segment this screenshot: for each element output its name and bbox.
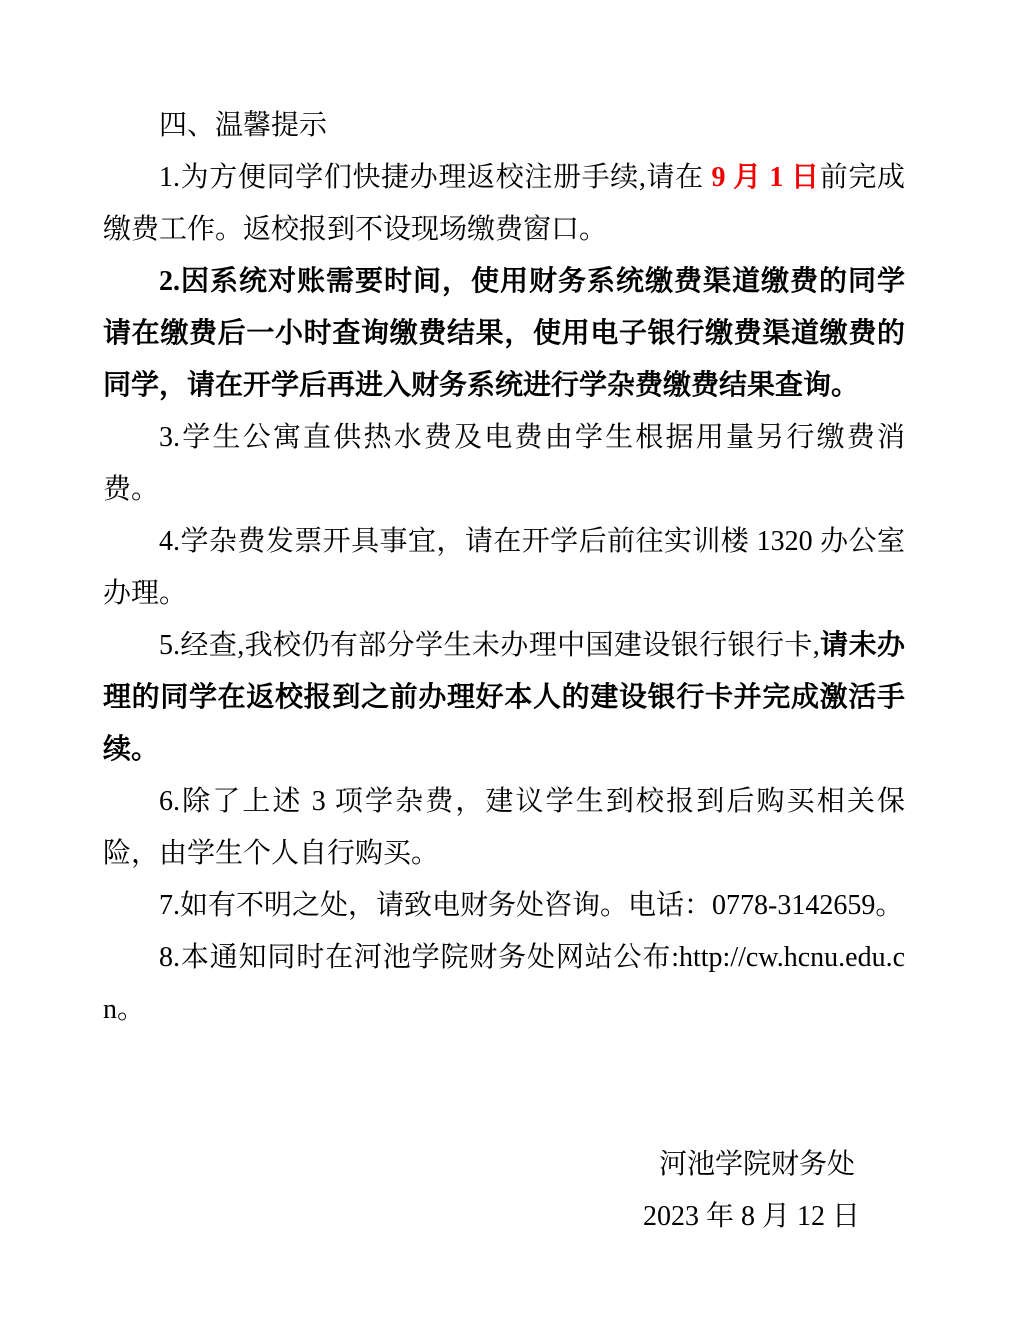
section-heading: 四、温馨提示 [159,110,328,141]
notice-item-6: 6.除了上述 3 项学杂费，建议学生到校报到后购买相关保险，由学生个人自行购买。 [103,786,905,869]
notice-item-3: 3.学生公寓直供热水费及电费由学生根据用量另行缴费消费。 [103,422,905,505]
notice-item-7: 7.如有不明之处，请致电财务处咨询。电话：0778-3142659。 [159,890,904,921]
item-5-text-bold: 请未办理的同学在返校报到之前办理好本人的建设银行卡并完成激活手续。 [103,630,905,765]
item-1-text-post: 前完成缴费工作。返校报到不设现场缴费窗口。 [103,162,905,245]
item-1-text-pre: 1.为方便同学们快捷办理返校注册手续,请在 [159,162,712,193]
notice-body [103,100,905,1243]
notice-item-5 [103,620,905,776]
notice-item-4: 4.学杂费发票开具事宜，请在开学后前往实训楼 1320 办公室办理。 [103,526,905,609]
notice-item-2: 2.因系统对账需要时间，使用财务系统缴费渠道缴费的同学请在缴费后一小时查询缴费结果，使用电子银行缴费渠道缴费的同学，请在开学后再进入财务系统进行学杂费缴费结果查询。 [103,266,905,401]
item-1-deadline-date: 9 月 1 日 [711,162,820,193]
signature-date: 2023 年 8 月 12 日 [642,1201,860,1232]
notice-item-1 [103,152,905,256]
signature-department: 河池学院财务处 [658,1149,855,1180]
notice-item-8: 8.本通知同时在河池学院财务处网站公布:http://cw.hcnu.edu.cn。 [103,942,905,1025]
item-5-text-normal: 5.经查,我校仍有部分学生未办理中国建设银行银行卡, [159,630,820,661]
